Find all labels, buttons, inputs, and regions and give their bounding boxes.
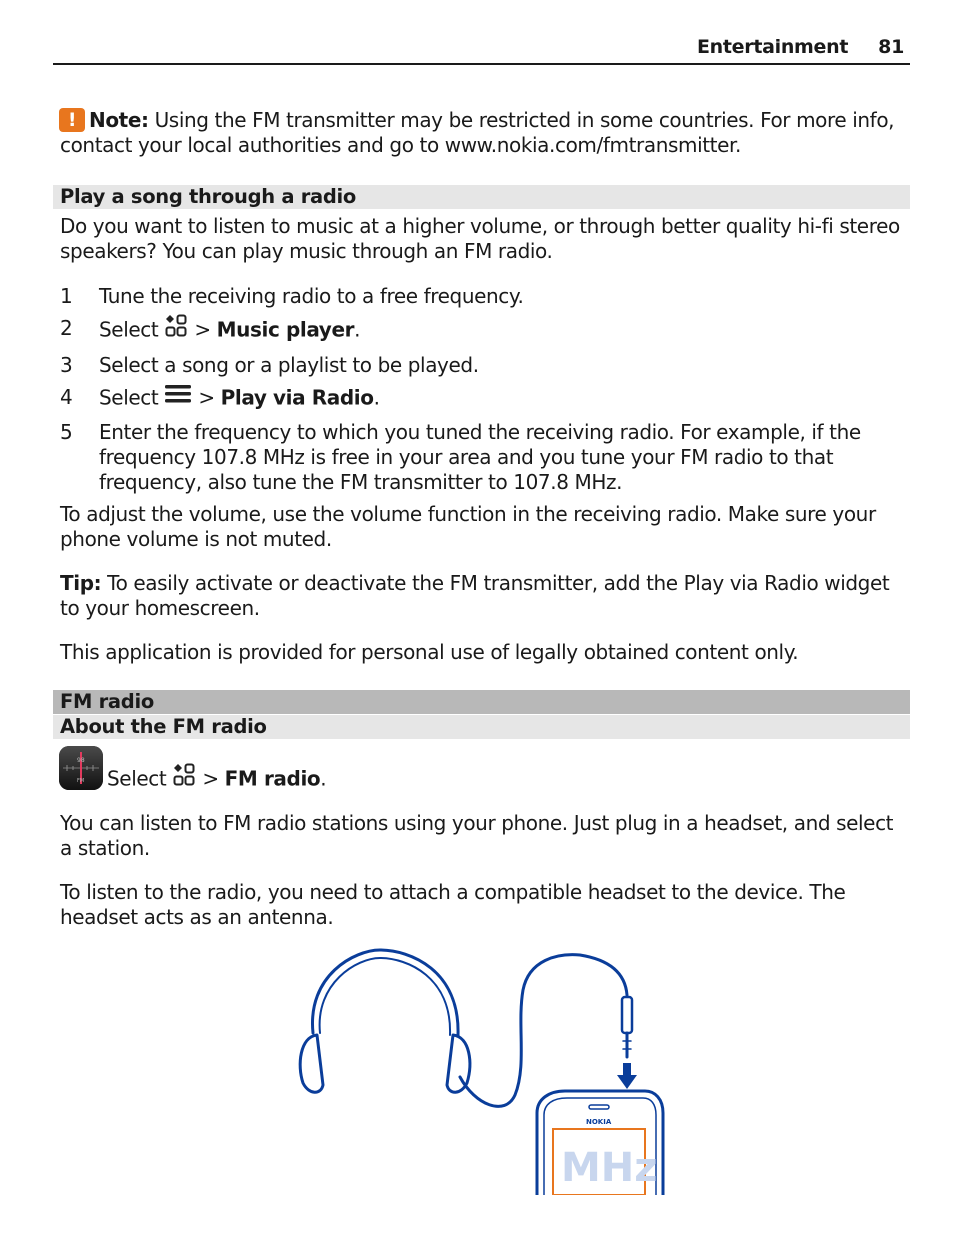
step-text	[99, 385, 906, 413]
step-number: 1	[60, 284, 73, 308]
fm-paragraph-1: You can listen to FM radio stations using your phone. Just plug in a headset, and select a station.	[60, 811, 894, 860]
legal-paragraph: This application is provided for personal use of legally obtained content only.	[60, 640, 799, 664]
fm-select-text: Select	[107, 766, 167, 791]
subsection-heading-about-fm-radio: About the FM radio	[53, 715, 910, 739]
music-player-label: Music player	[216, 317, 355, 342]
menu-grid-icon	[172, 763, 196, 793]
step-text: Tune the receiving radio to a free frequency.	[99, 284, 524, 308]
fm-select-separator: >	[202, 766, 225, 791]
phone-screen-mhz: MHz	[561, 1145, 658, 1191]
section-heading-fm-radio: FM radio	[53, 690, 910, 714]
step-end: .	[373, 385, 380, 410]
tip-paragraph	[60, 571, 906, 621]
play-via-radio-label: Play via Radio	[220, 385, 374, 410]
step-end: .	[354, 317, 361, 342]
fm-select-end: .	[320, 766, 327, 791]
fm-radio-app-icon	[59, 746, 103, 790]
section-heading-play-song: Play a song through a radio	[53, 185, 910, 209]
step-select-text: Select	[99, 385, 159, 410]
page-number: 81	[878, 36, 904, 58]
fm-radio-label: FM radio	[224, 766, 321, 791]
list-item	[60, 385, 906, 413]
note-text: Using the FM transmitter may be restricted in some countries. For more info, contact your local authorities and go to www.nokia.com/fmtransmitter.	[60, 108, 895, 157]
step-text: Select a song or a playlist to be played.	[99, 353, 479, 377]
step-text	[99, 316, 906, 346]
list-item	[60, 420, 906, 495]
step-separator: >	[198, 385, 221, 410]
fm-select-line	[107, 765, 326, 795]
note-paragraph	[60, 108, 906, 158]
fm-icon-label: FM	[77, 778, 85, 784]
intro-paragraph: Do you want to listen to music at a higher volume, or through better quality hi-fi stereo speakers? You can play music through an FM radio.	[60, 214, 900, 263]
fm-icon-frequency: 98	[77, 757, 85, 764]
list-item	[60, 353, 906, 378]
step-number: 2	[60, 316, 73, 340]
header-section-title: Entertainment	[696, 36, 849, 58]
tip-text: To easily activate or deactivate the FM transmitter, add the Play via Radio widget to your homescreen.	[60, 571, 890, 620]
list-item	[60, 284, 906, 309]
step-number: 4	[60, 385, 73, 409]
menu-grid-icon	[164, 314, 188, 344]
step-number: 3	[60, 353, 73, 377]
tip-label: Tip:	[60, 571, 102, 595]
warning-icon: !	[59, 108, 85, 132]
volume-paragraph: To adjust the volume, use the volume function in the receiving radio. Make sure your phone volume is not muted.	[60, 502, 876, 551]
page-header	[53, 36, 910, 65]
steps-list	[60, 284, 906, 495]
list-item	[60, 316, 906, 346]
fm-paragraph-2: To listen to the radio, you need to attach a compatible headset to the device. The headset acts as an antenna.	[60, 880, 846, 929]
step-number: 5	[60, 420, 73, 444]
phone-brand-logo: NOKIA	[586, 1118, 612, 1126]
step-separator: >	[194, 317, 217, 342]
step-select-text: Select	[99, 317, 159, 342]
step-text: Enter the frequency to which you tuned the receiving radio. For example, if the frequency 107.8 MHz is free in your area and you tune your FM radio to that frequency, also tune the FM transmitter to 107.8 MHz.	[99, 420, 861, 494]
options-menu-icon	[164, 383, 192, 411]
note-label: Note:	[89, 108, 149, 132]
headset-phone-illustration	[295, 945, 675, 1199]
